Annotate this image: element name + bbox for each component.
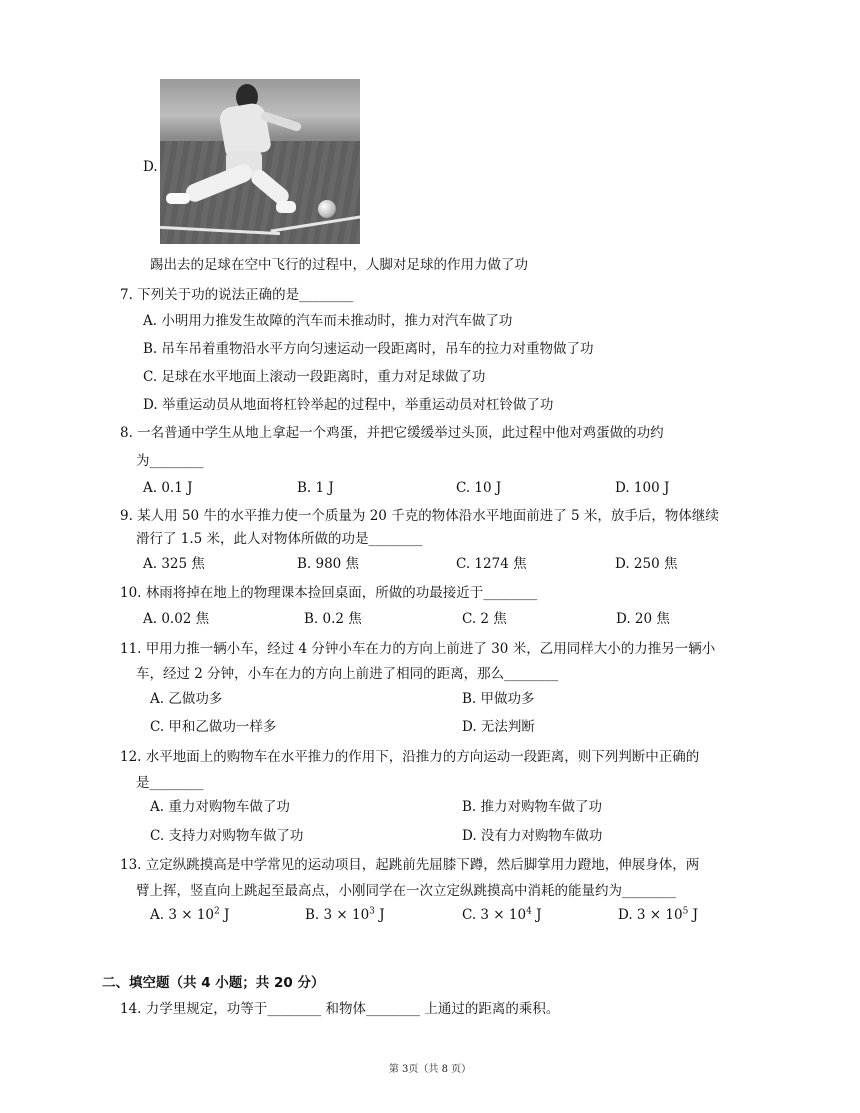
q13-option-a [150,906,229,924]
q13-option-c-base: C. 3 × 10 [462,907,527,923]
q11-option-c: C. 甲和乙做功一样多 [150,719,277,735]
q9-stem-line1: 9. 某人用 50 牛的水平推力使一个质量为 20 千克的物体沿水平地面前进了 5 米，放手后，物体继续 [120,508,719,524]
q13-option-d-unit: J [688,907,699,923]
q13-option-a-base: A. 3 × 10 [150,907,214,923]
q11-stem-line2: 车，经过 2 分钟，小车在力的方向上前进了相同的距离，那么________ [136,666,559,682]
q13-option-d-base: D. 3 × 10 [618,907,683,923]
q6-option-d-label: D. [143,159,158,175]
q11-option-b: B. 甲做功多 [462,691,535,707]
q10-option-a: A. 0.02 焦 [143,611,210,627]
q9-option-d: D. 250 焦 [615,556,678,572]
page-footer: 第 3页（共 8 页） [388,1064,472,1075]
q13-option-b-base: B. 3 × 10 [305,907,370,923]
q9-option-c: C. 1274 焦 [456,556,527,572]
q8-option-b: B. 1 J [297,480,334,496]
q10-option-c: C. 2 焦 [462,611,507,627]
q13-option-d-exponent: 5 [682,906,689,917]
q11-option-a: A. 乙做功多 [150,691,223,707]
q7-option-d: D. 举重运动员从地面将杠铃举起的过程中，举重运动员对杠铃做了功 [143,397,554,413]
q7-option-b: B. 吊车吊着重物沿水平方向匀速运动一段距离时，吊车的拉力对重物做了功 [143,341,594,357]
q8-option-c: C. 10 J [456,480,502,496]
q13-option-d [618,906,698,924]
q7-stem: 7. 下列关于功的说法正确的是________ [120,287,354,303]
q13-option-c-exponent: 4 [526,906,532,917]
q8-option-a: A. 0.1 J [143,480,193,496]
q10-stem: 10. 林雨将掉在地上的物理课本捡回桌面，所做的功最接近于________ [120,585,538,601]
q9-stem-line2: 滑行了 1.5 米，此人对物体所做的功是________ [136,531,423,547]
section-2-title: 二、填空题（共 4 小题；共 20 分） [102,975,325,991]
q13-stem-line1: 13. 立定纵跳摸高是中学常见的运动项目，起跳前先屈膝下蹲，然后脚掌用力蹬地，伸展身体，两 [120,857,700,873]
q7-option-a: A. 小明用力推发生故障的汽车而未推动时，推力对汽车做了功 [143,313,513,329]
q13-option-b-unit: J [374,907,385,923]
q12-option-b: B. 推力对购物车做了功 [462,799,603,815]
q8-option-d: D. 100 J [615,480,670,496]
q13-option-a-exponent: 2 [214,906,220,917]
soccer-kick-photo [160,79,360,244]
q12-option-d: D. 没有力对购物车做功 [462,828,603,844]
q10-option-b: B. 0.2 焦 [304,611,362,627]
q8-stem-line1: 8. 一名普通中学生从地上拿起一个鸡蛋，并把它缓缓举过头顶，此过程中他对鸡蛋做的功约 [120,425,664,441]
q7-option-c: C. 足球在水平地面上滚动一段距离时，重力对足球做了功 [143,369,486,385]
q12-option-a: A. 重力对购物车做了功 [150,799,290,815]
q14-stem: 14. 力学里规定，功等于________ 和物体________ 上通过的距离的乘积。 [120,1001,560,1017]
q13-option-b [305,906,385,924]
q6-option-d-caption: 踢出去的足球在空中飞行的过程中，人脚对足球的作用力做了功 [150,257,528,273]
q13-stem-line2: 臂上挥，竖直向上跳起至最高点，小刚同学在一次立定纵跳摸高中消耗的能量约为________ [136,883,676,899]
q13-option-a-unit: J [219,907,230,923]
q11-option-d: D. 无法判断 [462,719,535,735]
q10-option-d: D. 20 焦 [616,611,670,627]
q9-option-a: A. 325 焦 [143,556,205,572]
q13-option-c [462,906,542,924]
q12-stem-line2: 是________ [136,775,204,791]
soccer-ball [318,200,336,218]
q8-stem-line2: 为________ [136,453,204,469]
q13-option-c-unit: J [531,907,542,923]
q13-option-b-exponent: 3 [369,906,375,917]
q12-option-c: C. 支持力对购物车做了功 [150,828,304,844]
q11-stem-line1: 11. 甲用力推一辆小车，经过 4 分钟小车在力的方向上前进了 30 米，乙用同样大小的力推另一辆小 [120,641,716,657]
q12-stem-line1: 12. 水平地面上的购物车在水平推力的作用下，沿推力的方向运动一段距离，则下列判断中正确的 [120,749,700,765]
q9-option-b: B. 980 焦 [297,556,360,572]
